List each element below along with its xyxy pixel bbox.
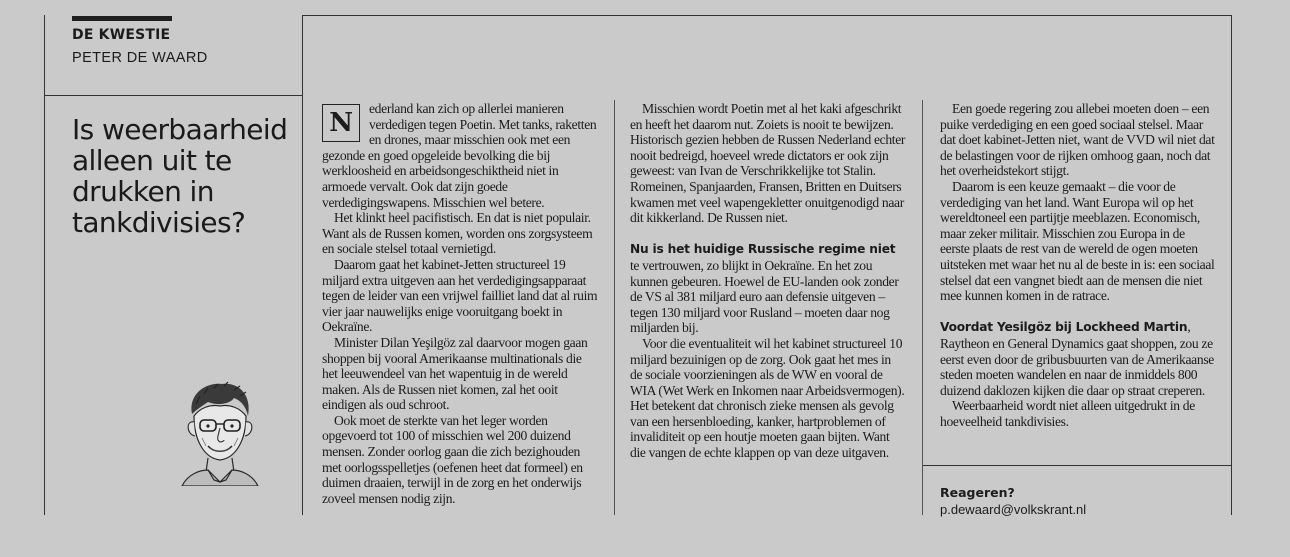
- paragraph-lead: Nu is het huidige Russische regime niet: [630, 242, 896, 257]
- paragraph-text: , Raytheon en General Dynamics gaat shoppen, zou ze eerst even door de gribusbuurten van de Amerikaanse steden moeten wandelen en naar de inmiddels 800 duizend daklozen kijken die daar op straat creperen.: [940, 319, 1214, 398]
- article-column-1: [322, 101, 598, 513]
- article-column-2: [630, 101, 906, 513]
- frame-right-rule: [1231, 15, 1232, 515]
- frame-left-rule: [44, 15, 45, 515]
- author-divider: [45, 95, 302, 96]
- react-divider: [922, 465, 1232, 466]
- article-paragraph: Ook moet de sterkte van het leger worden opgevoerd tot 100 of misschien wel 200 duizend mensen. Zonder oorlog gaan die zich bezighouden met oorlogsspelletjes (oefenen heet dat formeel) en duimen draaien, terwijl in de zorg en het onderwijs zoveel mensen nodig zijn.: [322, 412, 583, 506]
- column-rule: [614, 100, 615, 515]
- article-paragraph: [940, 319, 1216, 398]
- article-paragraph: Weerbaarheid wordt niet alleen uitgedrukt in de hoeveelheid tankdivisies.: [940, 398, 1195, 429]
- react-heading: Reageren?: [940, 485, 1015, 500]
- article-paragraph: Daarom gaat het kabinet-Jetten structureel 19 miljard extra uitgeven aan het verdedigingsapparaat tegen de leider van een vrijwel failliet land dat al ruim vier jaar nauwelijks enige vooruitgang boekt in Oekraïne.: [322, 256, 598, 335]
- dropcap: N: [322, 104, 360, 142]
- frame-top-rule: [302, 15, 1232, 16]
- section-bar: [72, 16, 172, 21]
- author-portrait-icon: [178, 376, 260, 486]
- article-paragraph: Daarom is een keuze gemaakt – die voor de verdediging van het land. Want Europa wil op het wereldtoneel een partijtje meeblazen. Economisch, maar zeker militair. Misschien zou Europa in de eerste plaats de rest van de wereld de ogen moeten uitsteken met waar het nu al de beste in is: een sociaal stelsel dat een vangnet biedt aan de mensen die niet mee kunnen komen in de ratrace.: [940, 178, 1215, 304]
- article-headline: Is weerbaarheid alleen uit te drukken in tankdivisies?: [72, 113, 288, 239]
- article-paragraph: Het klinkt heel pacifistisch. En dat is niet populair. Want als de Russen komen, worden ons zorgsysteem en sociale stelsel totaal vernietigd.: [322, 210, 593, 257]
- article-column-3: [940, 101, 1216, 461]
- article-paragraph: Voor die eventualiteit wil het kabinet structureel 10 miljard bezuinigen op de zorg. Ook gaat het mes in de sociale voorzieningen als de WW en vooral de WIA (Wet Werk en Inkomen naar Arbeidsvermogen). Het betekent dat chronisch zieke mensen als gevolg van een hersenbloeding, kanker, hartproblemen of invaliditeit op een houtje moeten gaan bijten. Want die vangen de echte klappen op van deze uitgaven.: [630, 335, 905, 461]
- article-paragraph: Minister Dilan Yeşilgöz zal daarvoor mogen gaan shoppen bij vooral Amerikaanse multinationals die het leeuwendeel van het wapentuig in de wereld maken. Als de Russen niet komen, zal het ooit eindigen als oud schroot.: [322, 334, 588, 413]
- article-paragraph: Misschien wordt Poetin met al het kaki afgeschrikt en heeft het daarom nut. Zoiets is nooit te bewijzen. Historisch gezien hebben de Russen Nederland echter nooit bedreigd, hoeveel wrede dictators er ook zijn geweest: van Ivan de Verschrikkelijke tot Stalin. Romeinen, Spanjaarden, Fransen, Britten en Duitsers kwamen met veel wapengekletter onuitgenodigd naar dit kikkerland. De Russen niet.: [630, 101, 906, 226]
- author-name: PETER DE WAARD: [72, 50, 208, 66]
- article-paragraph: [322, 101, 598, 210]
- section-kicker: DE KWESTIE: [72, 27, 171, 43]
- column-rule: [922, 100, 923, 515]
- frame-divider-rule: [302, 15, 303, 515]
- paragraph-text: te vertrouwen, zo blijkt in Oekraïne. En het zou kunnen gebeuren. Hoewel de EU-landen ook zonder de VS al 381 miljard euro aan defensie uitgeven – tegen 130 miljard voor Rusland – moeten daar nog miljarden bij.: [630, 257, 899, 336]
- article-paragraph: [630, 241, 906, 336]
- article-paragraph: Een goede regering zou allebei moeten doen – een puike verdediging en een goed sociaal stelsel. Maar dat doet kabinet-Jetten niet, want de VVD wil niet dat de belastingen voor de rijken omhoog gaan, noch dat het overheidstekort stijgt.: [940, 101, 1215, 179]
- paragraph-lead: Voordat Yesilgöz bij Lockheed Martin: [940, 320, 1188, 335]
- author-email-link[interactable]: p.dewaard@volkskrant.nl: [940, 502, 1087, 517]
- paragraph-text: ederland kan zich op allerlei manieren verdedigen tegen Poetin. Met tanks, raketten en drones, maar misschien ook met een gezonde en goed opgeleide bevolking die bij werkloosheid en arbeidsongeschiktheid niet in armoede vervalt. Ook dat zijn goede verdedigingswapens. Misschien wel betere.: [322, 101, 597, 210]
